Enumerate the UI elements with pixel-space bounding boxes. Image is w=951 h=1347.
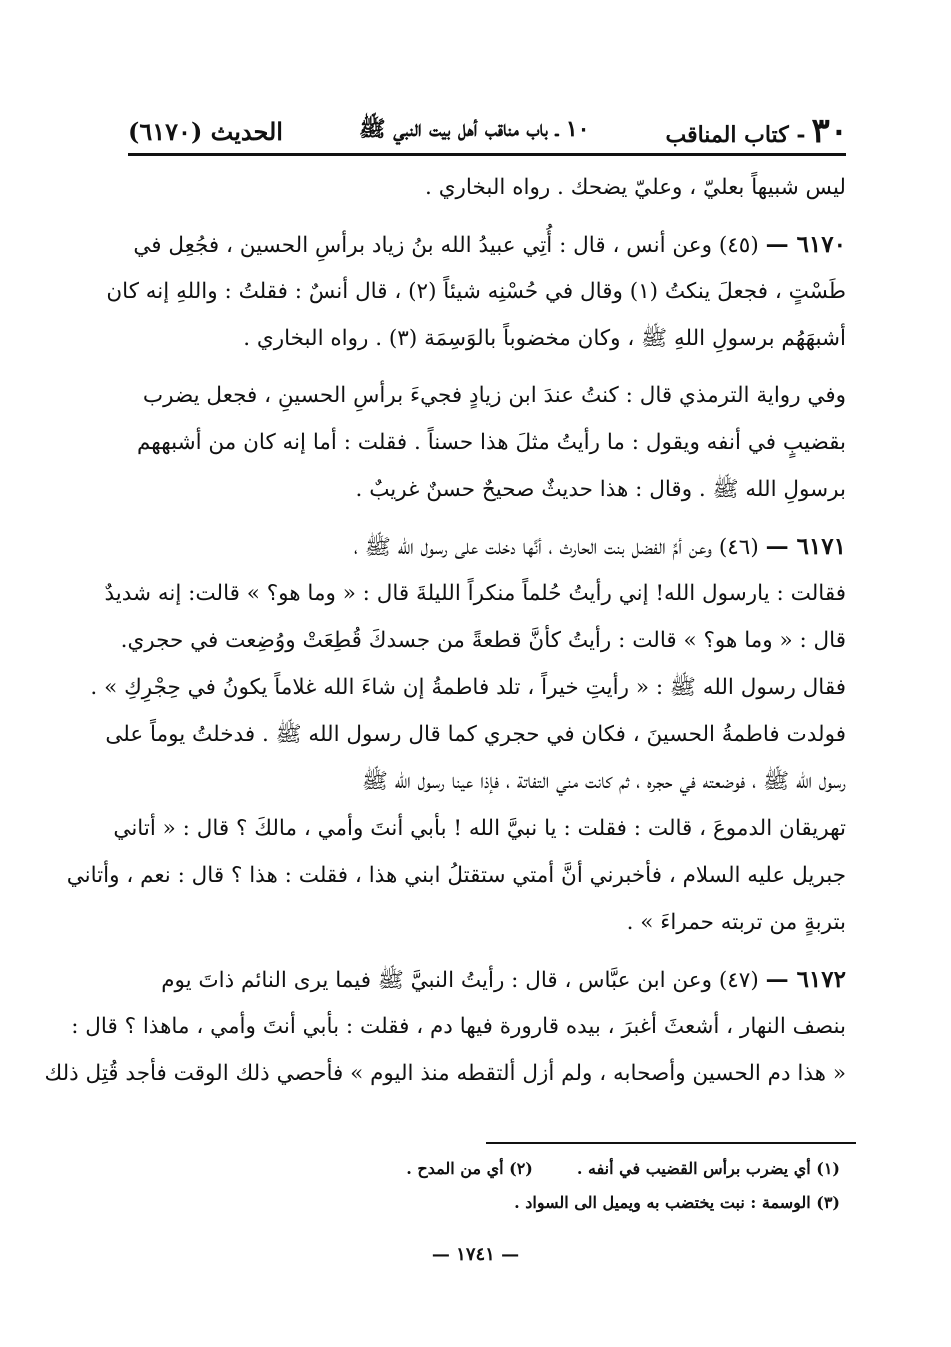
header-chapter-title: ١٠ ـ باب مناقب أهل بيت النبي ﷺ — [358, 116, 590, 142]
line-text: طَسْتٍ ، فجعلَ ينكتُ (١) وقال في حُسْنِه شيئاً (٢) ، قال أنسٌ : فقلتُ : واللهِ إنه كان — [106, 279, 846, 304]
paragraph — [134, 372, 846, 513]
footnote-1: (١) أي يضرب برأس القضيب في أنفه . — [576, 1159, 840, 1178]
text-line — [44, 1050, 846, 1097]
header-rule — [128, 153, 846, 156]
hadith-number: ٦١٧١ — — [765, 533, 846, 560]
line-text: قال : « وما هو؟ » قالت : رأيتُ كأنَّ قطعةً من جسدكَ قُطِعَتْ ووُضِعت في حجري. — [120, 628, 846, 653]
text-line — [134, 419, 846, 466]
text-line — [113, 805, 846, 852]
hadith-number: ٦١٧٠ — — [765, 231, 846, 258]
line-text: تهريقان الدموعَ ، قالت : فقلت : يا نبيَّ الله ! بأبي أنتَ وأمي ، مالكَ ؟ قال : « أتاني — [113, 816, 846, 841]
header-page-number: ٣٠ — [811, 111, 848, 151]
footnote-rule — [486, 1142, 856, 1144]
text-line — [105, 711, 846, 758]
text-line — [106, 268, 846, 315]
paragraph — [66, 523, 846, 946]
line-text: أشبهَهُم برسولِ اللهِ ﷺ ، وكان مخضوباً بالوَسِمَة (٣) . رواه البخاري . — [243, 326, 846, 351]
text-line — [134, 221, 846, 268]
line-text: فقال رسول الله ﷺ : « رأيتِ خيراً ، تلد فاطمةُ إن شاءَ الله غلاماً يكونُ في حِجْرِكِ » . — [90, 675, 846, 700]
text-line — [134, 899, 846, 946]
text-line — [134, 164, 846, 211]
paragraph-gap — [134, 362, 846, 372]
footnotes — [300, 1152, 840, 1220]
line-text: فقالت : يارسول الله! إني رأيتُ حُلماً منكراً الليلةَ قال : « وما هو؟ » قالت: إنه شديدٌ — [104, 581, 846, 606]
running-header — [128, 110, 848, 152]
text-line — [71, 1003, 846, 1050]
header-book-title: - كتاب المناقب — [665, 122, 806, 148]
line-text: ليس شبيهاً بعليّ ، وعليّ يضحك . رواه البخاري . — [425, 175, 846, 200]
text-line — [66, 852, 846, 899]
line-text: بنصف النهار ، أشعثَ أغبرَ ، بيده قارورة فيها دم ، فقلت : بأبي أنتَ وأمي ، ماهذا ؟ قال : — [71, 1014, 846, 1039]
line-text: بتربةٍ من تربته حمراءَ » . — [626, 910, 846, 935]
paragraph — [134, 164, 846, 211]
paragraph — [44, 956, 846, 1097]
footnote-3: (٣) الوسمة : نبت يختضب به ويميل الى السواد . — [514, 1193, 840, 1212]
header-right — [665, 111, 848, 151]
paragraph — [106, 221, 846, 362]
line-text: « هذا دم الحسين وأصحابه ، ولم أزل ألتقطه منذ اليوم » فأحصي ذلك الوقت فأجد قُتِل ذلك — [44, 1061, 846, 1086]
text-line — [134, 372, 846, 419]
page-number: — ١٧٤١ — — [431, 1244, 520, 1265]
footnote-row — [300, 1152, 840, 1186]
hadith-number: ٦١٧٢ — — [765, 966, 846, 993]
text-line — [120, 617, 846, 664]
text-line — [134, 466, 846, 513]
line-text: فولدت فاطمةُ الحسينَ ، فكان في حجري كما قال رسول الله ﷺ . فدخلتُ يوماً على — [105, 722, 846, 747]
header-hadith-number: الحديث (٦١٧٠) — [128, 116, 283, 146]
line-text: (٤٧) وعن ابن عبَّاس ، قال : رأيتُ النبيَّ ﷺ فيما يرى النائم ذاتَ يوم — [161, 968, 759, 993]
line-text: رسول الله ﷺ ، فوضعته في حجره ، ثم كانت مني التفاتة ، فإذا عينا رسول الله ﷺ — [361, 769, 846, 794]
text-line — [104, 570, 846, 617]
line-text: وفي رواية الترمذي قال : كنتُ عندَ ابن زيادٍ فجيءَ برأسِ الحسينِ ، فجعل يضرب — [142, 383, 846, 408]
main-text — [44, 164, 846, 1097]
paragraph-gap — [134, 211, 846, 221]
footnote-2: (٢) أي من المدح . — [406, 1159, 533, 1178]
paragraph-gap — [134, 946, 846, 956]
paragraph-gap — [134, 513, 846, 523]
line-text: جبريل عليه السلام ، فأخبرني أنَّ أمتي ستقتلُ ابني هذا ، فقلت : هذا ؟ قال : نعم ، وأتاني — [66, 863, 846, 888]
line-text: (٤٦) وعن أمِّ الفضل بنت الحارث ، أنَّها دخلت على رسول الله ﷺ ، — [353, 535, 759, 560]
text-line — [134, 315, 846, 362]
line-text: بقضيبٍ في أنفه ويقول : ما رأيتُ مثلَ هذا حسناً . فقلت : أما إنه كان من أشبههم — [136, 430, 846, 455]
text-line — [134, 523, 846, 570]
line-text: برسولِ الله ﷺ . وقال : هذا حديثٌ صحيحٌ حسنٌ غريبٌ . — [355, 477, 846, 502]
line-text: (٤٥) وعن أنس ، قال : أُتِي عبيدُ الله بنُ زياد برأسِ الحسين ، فجُعِل في — [133, 233, 759, 258]
text-line — [134, 956, 846, 1003]
text-line — [134, 758, 846, 805]
text-line — [90, 664, 846, 711]
